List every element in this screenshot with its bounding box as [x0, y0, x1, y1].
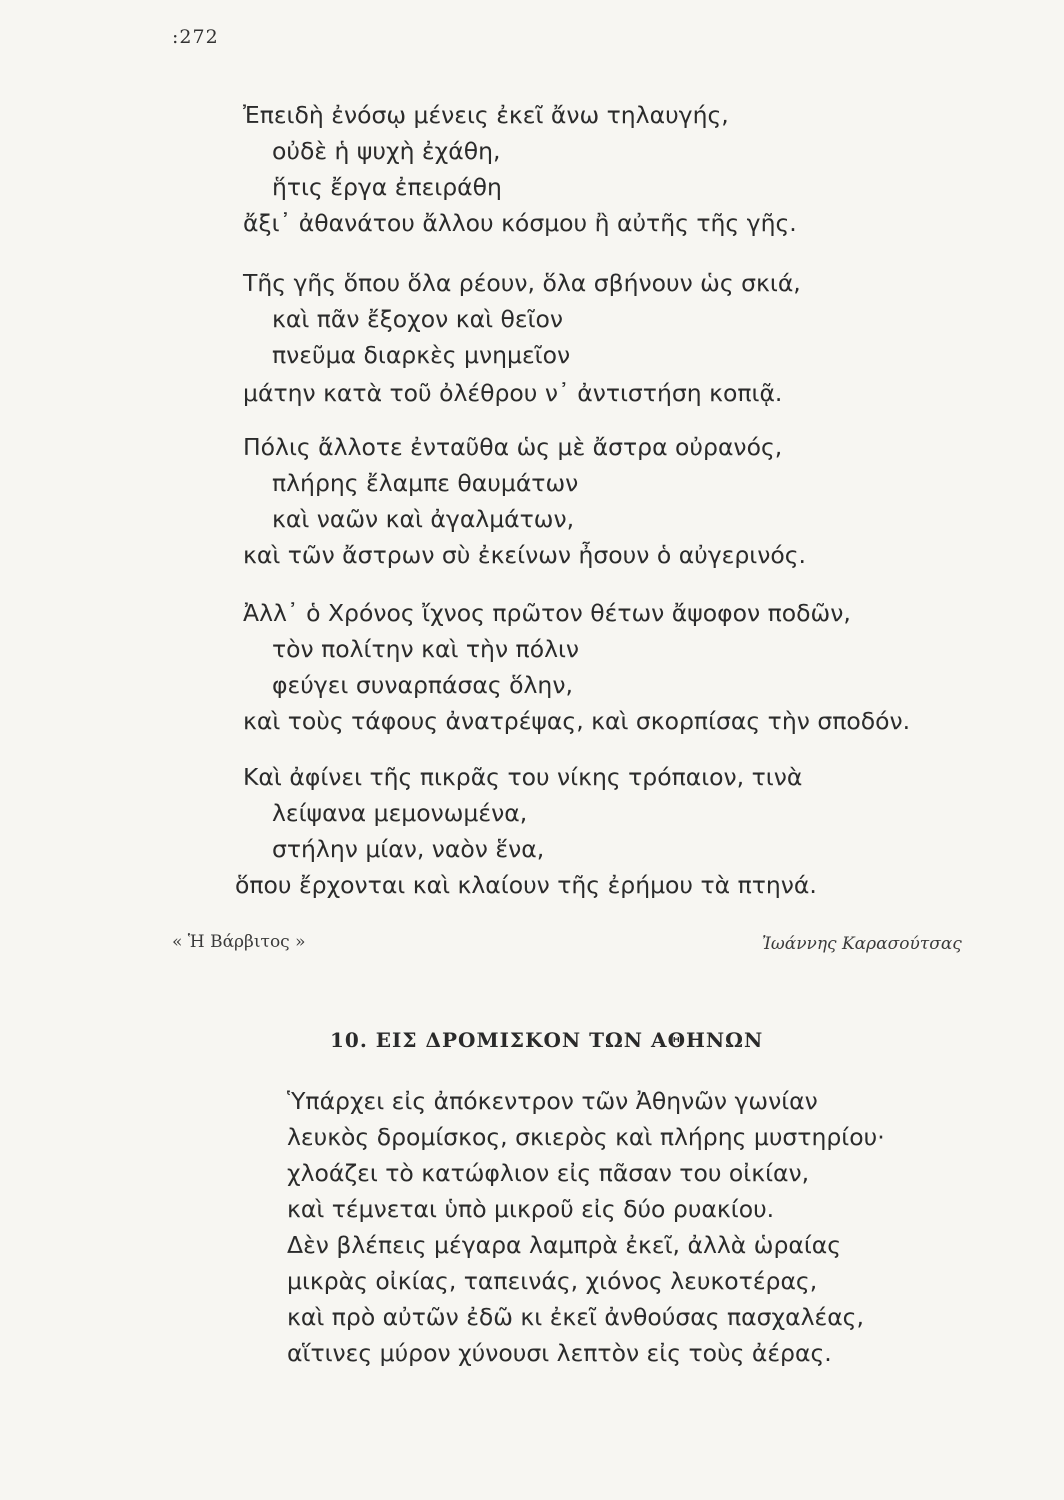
poem-line: λευκὸς δρομίσκος, σκιερὸς καὶ πλήρης μυστηρίου· — [287, 1123, 885, 1151]
poem-line: Τῆς γῆς ὅπου ὅλα ρέουν, ὅλα σβήνουν ὡς σκιά, — [243, 269, 801, 297]
poem-line: Ὑπάρχει εἰς ἀπόκεντρον τῶν Ἀθηνῶν γωνίαν — [287, 1087, 818, 1115]
poem-line: Καὶ ἀφίνει τῆς πικρᾶς του νίκης τρόπαιον, τινὰ — [243, 763, 803, 791]
poem-line: μικρὰς οἰκίας, ταπεινάς, χιόνος λευκοτέρας, — [287, 1267, 818, 1295]
poem-line: στήλην μίαν, ναὸν ἕνα, — [272, 835, 545, 863]
page-number: :272 — [172, 26, 219, 48]
poem-line: Πόλις ἄλλοτε ἐνταῦθα ὡς μὲ ἄστρα οὐρανός, — [243, 433, 783, 461]
poem-line: Ἀλλ᾽ ὁ Χρόνος ἴχνος πρῶτον θέτων ἄψοφον ποδῶν, — [243, 599, 851, 627]
poem-line: ἄξι᾽ ἀθανάτου ἄλλου κόσμου ἢ αὐτῆς τῆς γῆς. — [243, 209, 797, 237]
poem-line: πνεῦμα διαρκὲς μνημεῖον — [272, 341, 571, 369]
poem-line: λείψανα μεμονωμένα, — [272, 799, 528, 827]
poem-line: ἥτις ἔργα ἐπειράθη — [272, 173, 502, 201]
poem-line: ὅπου ἔρχονται καὶ κλαίουν τῆς ἐρήμου τὰ πτηνά. — [235, 871, 817, 899]
poem-line: καὶ πᾶν ἔξοχον καὶ θεῖον — [272, 305, 564, 333]
poem-line: καὶ πρὸ αὐτῶν ἐδῶ κι ἐκεῖ ἀνθούσας πασχαλέας, — [287, 1303, 864, 1331]
poem-line: καὶ τοὺς τάφους ἀνατρέψας, καὶ σκορπίσας τὴν σποδόν. — [243, 707, 911, 735]
poem-line: καὶ ναῶν καὶ ἀγαλμάτων, — [272, 505, 575, 533]
poem-line: αἵτινες μύρον χύνουσι λεπτὸν εἰς τοὺς ἀέρας. — [287, 1339, 832, 1367]
poem-line: καὶ τέμνεται ὑπὸ μικροῦ εἰς δύο ρυακίου. — [287, 1195, 775, 1223]
poem-line: χλοάζει τὸ κατώφλιον εἰς πᾶσαν του οἰκίαν, — [287, 1159, 810, 1187]
poem-line: μάτην κατὰ τοῦ ὀλέθρου ν᾽ ἀντιστήση κοπιᾷ. — [243, 379, 783, 407]
poem-line: τὸν πολίτην καὶ τὴν πόλιν — [272, 635, 580, 663]
poem-source: « Ἡ Βάρβιτος » — [172, 932, 306, 952]
poem-line: πλήρης ἔλαμπε θαυμάτων — [272, 469, 579, 497]
poem-author: Ἰωάννης Καρασούτσας — [762, 934, 962, 954]
poem-line: Ἐπειδὴ ἐνόσῳ μένεις ἐκεῖ ἄνω τηλαυγής, — [243, 101, 729, 129]
section-title: 10. ΕΙΣ ΔΡΟΜΙΣΚΟΝ ΤΩΝ ΑΘΗΝΩΝ — [330, 1028, 764, 1052]
poem-line: καὶ τῶν ἄστρων σὺ ἐκείνων ἦσουν ὁ αὐγερινός. — [243, 541, 807, 569]
poem-line: φεύγει συναρπάσας ὅλην, — [272, 671, 573, 699]
poem-line: Δὲν βλέπεις μέγαρα λαμπρὰ ἐκεῖ, ἀλλὰ ὡραίας — [287, 1231, 842, 1259]
poem-line: οὐδὲ ἡ ψυχὴ ἐχάθη, — [272, 137, 501, 165]
